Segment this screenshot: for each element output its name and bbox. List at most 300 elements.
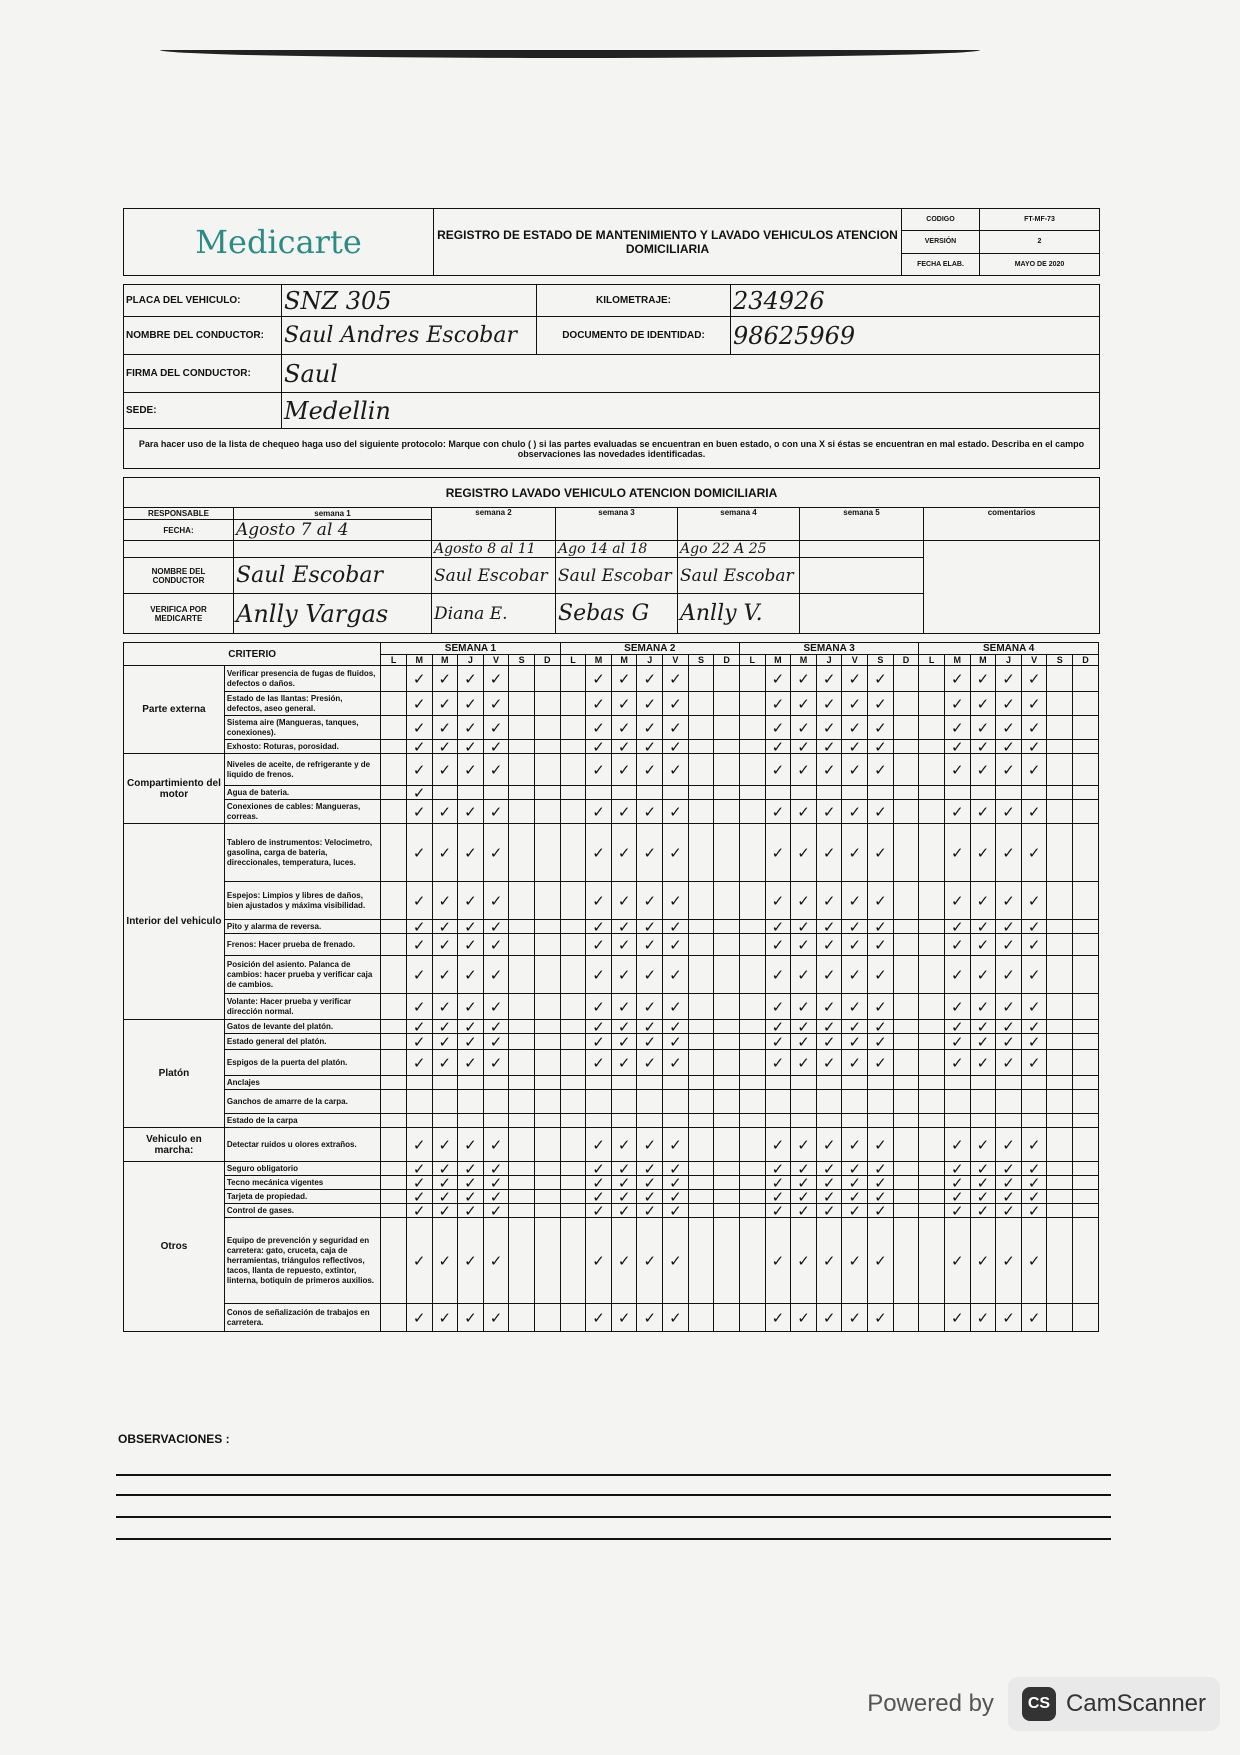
- check-cell[interactable]: [534, 1304, 560, 1332]
- check-cell[interactable]: ✓: [1021, 1162, 1047, 1176]
- check-cell[interactable]: [1073, 1218, 1099, 1304]
- check-cell[interactable]: ✓: [791, 1176, 817, 1190]
- check-cell[interactable]: [1047, 956, 1073, 994]
- check-cell[interactable]: [740, 1020, 766, 1034]
- check-cell[interactable]: [560, 1162, 586, 1176]
- check-cell[interactable]: [919, 1076, 945, 1090]
- check-cell[interactable]: [534, 882, 560, 920]
- check-cell[interactable]: [1073, 994, 1099, 1020]
- check-cell[interactable]: ✓: [663, 1128, 689, 1162]
- check-cell[interactable]: ✓: [816, 882, 842, 920]
- check-cell[interactable]: ✓: [996, 1176, 1022, 1190]
- check-cell[interactable]: ✓: [842, 1190, 868, 1204]
- check-cell[interactable]: [893, 1162, 919, 1176]
- check-cell[interactable]: [688, 1114, 714, 1128]
- check-cell[interactable]: [791, 1090, 817, 1114]
- check-cell[interactable]: ✓: [944, 824, 970, 882]
- check-cell[interactable]: ✓: [970, 716, 996, 740]
- check-cell[interactable]: [534, 920, 560, 934]
- check-cell[interactable]: ✓: [611, 1050, 637, 1076]
- check-cell[interactable]: [534, 1204, 560, 1218]
- check-cell[interactable]: [1047, 882, 1073, 920]
- check-cell[interactable]: [560, 1114, 586, 1128]
- check-cell[interactable]: ✓: [1021, 754, 1047, 786]
- check-cell[interactable]: [740, 1190, 766, 1204]
- check-cell[interactable]: [381, 1128, 407, 1162]
- check-cell[interactable]: ✓: [483, 934, 509, 956]
- check-cell[interactable]: ✓: [1021, 934, 1047, 956]
- check-cell[interactable]: [714, 1218, 740, 1304]
- check-cell[interactable]: ✓: [816, 1034, 842, 1050]
- check-cell[interactable]: ✓: [458, 1190, 484, 1204]
- check-cell[interactable]: ✓: [406, 1162, 432, 1176]
- check-cell[interactable]: [688, 882, 714, 920]
- check-cell[interactable]: [919, 786, 945, 800]
- check-cell[interactable]: ✓: [791, 824, 817, 882]
- check-cell[interactable]: [1047, 716, 1073, 740]
- check-cell[interactable]: [560, 994, 586, 1020]
- check-cell[interactable]: [893, 934, 919, 956]
- check-cell[interactable]: [560, 1190, 586, 1204]
- check-cell[interactable]: [560, 692, 586, 716]
- check-cell[interactable]: [509, 1114, 535, 1128]
- check-cell[interactable]: ✓: [1021, 1218, 1047, 1304]
- check-cell[interactable]: [534, 934, 560, 956]
- check-cell[interactable]: ✓: [406, 1218, 432, 1304]
- check-cell[interactable]: ✓: [458, 1218, 484, 1304]
- check-cell[interactable]: [1073, 754, 1099, 786]
- check-cell[interactable]: [688, 1218, 714, 1304]
- check-cell[interactable]: [534, 716, 560, 740]
- check-cell[interactable]: [740, 956, 766, 994]
- check-cell[interactable]: [740, 1162, 766, 1176]
- check-cell[interactable]: ✓: [791, 740, 817, 754]
- check-cell[interactable]: [458, 1090, 484, 1114]
- check-cell[interactable]: ✓: [791, 754, 817, 786]
- check-cell[interactable]: ✓: [406, 754, 432, 786]
- check-cell[interactable]: ✓: [791, 934, 817, 956]
- check-cell[interactable]: ✓: [483, 1128, 509, 1162]
- check-cell[interactable]: ✓: [816, 824, 842, 882]
- check-cell[interactable]: ✓: [611, 1034, 637, 1050]
- check-cell[interactable]: [919, 882, 945, 920]
- check-cell[interactable]: ✓: [432, 994, 458, 1020]
- check-cell[interactable]: [560, 1176, 586, 1190]
- check-cell[interactable]: ✓: [1021, 1050, 1047, 1076]
- check-cell[interactable]: [1047, 740, 1073, 754]
- check-cell[interactable]: [919, 1128, 945, 1162]
- check-cell[interactable]: [1073, 934, 1099, 956]
- check-cell[interactable]: [1073, 956, 1099, 994]
- check-cell[interactable]: ✓: [586, 1218, 612, 1304]
- check-cell[interactable]: ✓: [996, 800, 1022, 824]
- check-cell[interactable]: ✓: [586, 882, 612, 920]
- check-cell[interactable]: ✓: [586, 740, 612, 754]
- check-cell[interactable]: ✓: [970, 934, 996, 956]
- check-cell[interactable]: ✓: [432, 1020, 458, 1034]
- check-cell[interactable]: ✓: [791, 1304, 817, 1332]
- check-cell[interactable]: ✓: [816, 956, 842, 994]
- check-cell[interactable]: [893, 1076, 919, 1090]
- check-cell[interactable]: [688, 666, 714, 692]
- check-cell[interactable]: ✓: [970, 1304, 996, 1332]
- check-cell[interactable]: ✓: [483, 1020, 509, 1034]
- check-cell[interactable]: [534, 692, 560, 716]
- check-cell[interactable]: [714, 786, 740, 800]
- check-cell[interactable]: ✓: [1021, 824, 1047, 882]
- check-cell[interactable]: ✓: [406, 934, 432, 956]
- check-cell[interactable]: ✓: [406, 800, 432, 824]
- check-cell[interactable]: ✓: [791, 1204, 817, 1218]
- check-cell[interactable]: [509, 716, 535, 740]
- check-cell[interactable]: [509, 1176, 535, 1190]
- check-cell[interactable]: [381, 754, 407, 786]
- check-cell[interactable]: ✓: [791, 1128, 817, 1162]
- check-cell[interactable]: [432, 1090, 458, 1114]
- check-cell[interactable]: ✓: [611, 882, 637, 920]
- check-cell[interactable]: ✓: [842, 716, 868, 740]
- check-cell[interactable]: ✓: [586, 692, 612, 716]
- check-cell[interactable]: ✓: [868, 1218, 894, 1304]
- check-cell[interactable]: [1047, 920, 1073, 934]
- check-cell[interactable]: ✓: [791, 1050, 817, 1076]
- check-cell[interactable]: ✓: [458, 692, 484, 716]
- check-cell[interactable]: ✓: [816, 1020, 842, 1034]
- check-cell[interactable]: ✓: [1021, 956, 1047, 994]
- check-cell[interactable]: ✓: [432, 956, 458, 994]
- check-cell[interactable]: ✓: [406, 1190, 432, 1204]
- check-cell[interactable]: ✓: [1021, 692, 1047, 716]
- check-cell[interactable]: [714, 1304, 740, 1332]
- check-cell[interactable]: ✓: [765, 1176, 791, 1190]
- check-cell[interactable]: [714, 934, 740, 956]
- check-cell[interactable]: ✓: [765, 994, 791, 1020]
- check-cell[interactable]: [714, 692, 740, 716]
- check-cell[interactable]: ✓: [996, 1190, 1022, 1204]
- check-cell[interactable]: ✓: [791, 692, 817, 716]
- check-cell[interactable]: ✓: [483, 920, 509, 934]
- check-cell[interactable]: ✓: [791, 1218, 817, 1304]
- check-cell[interactable]: [970, 1090, 996, 1114]
- check-cell[interactable]: ✓: [816, 1050, 842, 1076]
- check-cell[interactable]: [893, 692, 919, 716]
- check-cell[interactable]: ✓: [663, 824, 689, 882]
- check-cell[interactable]: ✓: [868, 692, 894, 716]
- check-cell[interactable]: [919, 956, 945, 994]
- check-cell[interactable]: [1021, 786, 1047, 800]
- check-cell[interactable]: ✓: [996, 1050, 1022, 1076]
- check-cell[interactable]: [381, 994, 407, 1020]
- check-cell[interactable]: ✓: [765, 934, 791, 956]
- check-cell[interactable]: ✓: [996, 1128, 1022, 1162]
- check-cell[interactable]: ✓: [663, 1218, 689, 1304]
- check-cell[interactable]: ✓: [458, 1034, 484, 1050]
- check-cell[interactable]: ✓: [842, 800, 868, 824]
- check-cell[interactable]: [714, 740, 740, 754]
- check-cell[interactable]: ✓: [432, 1204, 458, 1218]
- check-cell[interactable]: ✓: [1021, 1304, 1047, 1332]
- check-cell[interactable]: [663, 1090, 689, 1114]
- check-cell[interactable]: [791, 1114, 817, 1128]
- check-cell[interactable]: [893, 786, 919, 800]
- check-cell[interactable]: [483, 1114, 509, 1128]
- check-cell[interactable]: [1047, 1114, 1073, 1128]
- check-cell[interactable]: [893, 716, 919, 740]
- check-cell[interactable]: ✓: [1021, 666, 1047, 692]
- check-cell[interactable]: [509, 882, 535, 920]
- check-cell[interactable]: ✓: [432, 1128, 458, 1162]
- check-cell[interactable]: ✓: [970, 1204, 996, 1218]
- check-cell[interactable]: [534, 824, 560, 882]
- check-cell[interactable]: [1047, 1162, 1073, 1176]
- check-cell[interactable]: [688, 824, 714, 882]
- check-cell[interactable]: [919, 1190, 945, 1204]
- check-cell[interactable]: [509, 666, 535, 692]
- check-cell[interactable]: ✓: [970, 666, 996, 692]
- check-cell[interactable]: ✓: [944, 1176, 970, 1190]
- check-cell[interactable]: [406, 1114, 432, 1128]
- check-cell[interactable]: ✓: [868, 956, 894, 994]
- check-cell[interactable]: [816, 786, 842, 800]
- check-cell[interactable]: [740, 1304, 766, 1332]
- check-cell[interactable]: [381, 786, 407, 800]
- check-cell[interactable]: [1073, 1190, 1099, 1204]
- check-cell[interactable]: ✓: [842, 1034, 868, 1050]
- check-cell[interactable]: [893, 1176, 919, 1190]
- check-cell[interactable]: [1073, 1090, 1099, 1114]
- check-cell[interactable]: ✓: [637, 692, 663, 716]
- check-cell[interactable]: [944, 786, 970, 800]
- check-cell[interactable]: ✓: [432, 1304, 458, 1332]
- check-cell[interactable]: [970, 1076, 996, 1090]
- check-cell[interactable]: [919, 994, 945, 1020]
- check-cell[interactable]: [560, 754, 586, 786]
- check-cell[interactable]: [509, 800, 535, 824]
- check-cell[interactable]: [868, 1076, 894, 1090]
- check-cell[interactable]: [611, 1076, 637, 1090]
- check-cell[interactable]: ✓: [483, 754, 509, 786]
- check-cell[interactable]: ✓: [791, 882, 817, 920]
- check-cell[interactable]: ✓: [996, 1034, 1022, 1050]
- check-cell[interactable]: ✓: [842, 1128, 868, 1162]
- check-cell[interactable]: ✓: [406, 920, 432, 934]
- check-cell[interactable]: ✓: [637, 1034, 663, 1050]
- check-cell[interactable]: ✓: [765, 1020, 791, 1034]
- check-cell[interactable]: [688, 1176, 714, 1190]
- check-cell[interactable]: ✓: [663, 692, 689, 716]
- check-cell[interactable]: ✓: [1021, 1128, 1047, 1162]
- check-cell[interactable]: ✓: [663, 740, 689, 754]
- check-cell[interactable]: ✓: [483, 716, 509, 740]
- check-cell[interactable]: ✓: [944, 754, 970, 786]
- check-cell[interactable]: [816, 1090, 842, 1114]
- check-cell[interactable]: ✓: [458, 1050, 484, 1076]
- check-cell[interactable]: ✓: [970, 956, 996, 994]
- check-cell[interactable]: ✓: [611, 716, 637, 740]
- check-cell[interactable]: ✓: [944, 994, 970, 1020]
- check-cell[interactable]: [534, 1034, 560, 1050]
- check-cell[interactable]: ✓: [816, 692, 842, 716]
- check-cell[interactable]: ✓: [1021, 1034, 1047, 1050]
- check-cell[interactable]: [714, 1114, 740, 1128]
- check-cell[interactable]: [381, 934, 407, 956]
- check-cell[interactable]: [381, 1020, 407, 1034]
- check-cell[interactable]: ✓: [791, 1162, 817, 1176]
- check-cell[interactable]: [432, 1114, 458, 1128]
- check-cell[interactable]: [740, 1114, 766, 1128]
- check-cell[interactable]: ✓: [765, 1218, 791, 1304]
- check-cell[interactable]: ✓: [432, 920, 458, 934]
- check-cell[interactable]: ✓: [637, 934, 663, 956]
- check-cell[interactable]: [688, 934, 714, 956]
- check-cell[interactable]: ✓: [458, 740, 484, 754]
- check-cell[interactable]: ✓: [406, 692, 432, 716]
- check-cell[interactable]: ✓: [611, 1176, 637, 1190]
- check-cell[interactable]: ✓: [868, 934, 894, 956]
- check-cell[interactable]: ✓: [816, 1190, 842, 1204]
- check-cell[interactable]: [534, 1218, 560, 1304]
- check-cell[interactable]: ✓: [611, 754, 637, 786]
- check-cell[interactable]: ✓: [637, 1020, 663, 1034]
- check-cell[interactable]: [740, 800, 766, 824]
- check-cell[interactable]: ✓: [765, 1304, 791, 1332]
- check-cell[interactable]: [944, 1114, 970, 1128]
- check-cell[interactable]: ✓: [406, 666, 432, 692]
- check-cell[interactable]: [1073, 1176, 1099, 1190]
- check-cell[interactable]: ✓: [406, 1304, 432, 1332]
- check-cell[interactable]: ✓: [663, 882, 689, 920]
- check-cell[interactable]: ✓: [1021, 1190, 1047, 1204]
- check-cell[interactable]: ✓: [791, 666, 817, 692]
- check-cell[interactable]: [996, 786, 1022, 800]
- check-cell[interactable]: ✓: [944, 1162, 970, 1176]
- check-cell[interactable]: [765, 1076, 791, 1090]
- check-cell[interactable]: [663, 1114, 689, 1128]
- check-cell[interactable]: [970, 786, 996, 800]
- check-cell[interactable]: [534, 1020, 560, 1034]
- check-cell[interactable]: [740, 934, 766, 956]
- check-cell[interactable]: [765, 1114, 791, 1128]
- check-cell[interactable]: ✓: [611, 1128, 637, 1162]
- check-cell[interactable]: [919, 1218, 945, 1304]
- check-cell[interactable]: ✓: [765, 716, 791, 740]
- check-cell[interactable]: ✓: [663, 956, 689, 994]
- check-cell[interactable]: [560, 1128, 586, 1162]
- check-cell[interactable]: ✓: [791, 716, 817, 740]
- check-cell[interactable]: [1047, 1128, 1073, 1162]
- check-cell[interactable]: [893, 1090, 919, 1114]
- check-cell[interactable]: ✓: [406, 716, 432, 740]
- check-cell[interactable]: ✓: [868, 994, 894, 1020]
- check-cell[interactable]: [970, 1114, 996, 1128]
- check-cell[interactable]: [944, 1076, 970, 1090]
- check-cell[interactable]: ✓: [996, 1304, 1022, 1332]
- check-cell[interactable]: [688, 1020, 714, 1034]
- check-cell[interactable]: ✓: [842, 1162, 868, 1176]
- check-cell[interactable]: [483, 1090, 509, 1114]
- check-cell[interactable]: [919, 1090, 945, 1114]
- check-cell[interactable]: ✓: [586, 666, 612, 692]
- check-cell[interactable]: [381, 1114, 407, 1128]
- check-cell[interactable]: [1073, 1204, 1099, 1218]
- check-cell[interactable]: ✓: [663, 1190, 689, 1204]
- check-cell[interactable]: ✓: [483, 740, 509, 754]
- check-cell[interactable]: ✓: [637, 754, 663, 786]
- check-cell[interactable]: [1073, 692, 1099, 716]
- check-cell[interactable]: ✓: [637, 1190, 663, 1204]
- check-cell[interactable]: ✓: [816, 920, 842, 934]
- check-cell[interactable]: ✓: [996, 1204, 1022, 1218]
- check-cell[interactable]: [688, 1190, 714, 1204]
- check-cell[interactable]: [1047, 1176, 1073, 1190]
- check-cell[interactable]: ✓: [432, 1162, 458, 1176]
- check-cell[interactable]: ✓: [944, 1020, 970, 1034]
- check-cell[interactable]: [714, 994, 740, 1020]
- check-cell[interactable]: [509, 740, 535, 754]
- check-cell[interactable]: ✓: [586, 1050, 612, 1076]
- check-cell[interactable]: ✓: [483, 882, 509, 920]
- check-cell[interactable]: ✓: [970, 1162, 996, 1176]
- check-cell[interactable]: [611, 786, 637, 800]
- check-cell[interactable]: ✓: [1021, 920, 1047, 934]
- check-cell[interactable]: [509, 824, 535, 882]
- check-cell[interactable]: [1047, 1304, 1073, 1332]
- check-cell[interactable]: ✓: [663, 1176, 689, 1190]
- check-cell[interactable]: [509, 1218, 535, 1304]
- check-cell[interactable]: ✓: [816, 1218, 842, 1304]
- check-cell[interactable]: ✓: [483, 1162, 509, 1176]
- check-cell[interactable]: ✓: [816, 1176, 842, 1190]
- check-cell[interactable]: [381, 740, 407, 754]
- check-cell[interactable]: [688, 1162, 714, 1176]
- check-cell[interactable]: ✓: [637, 1218, 663, 1304]
- check-cell[interactable]: [1073, 882, 1099, 920]
- check-cell[interactable]: ✓: [432, 882, 458, 920]
- check-cell[interactable]: ✓: [970, 882, 996, 920]
- check-cell[interactable]: [688, 1204, 714, 1218]
- check-cell[interactable]: ✓: [970, 994, 996, 1020]
- check-cell[interactable]: [688, 1128, 714, 1162]
- check-cell[interactable]: [919, 1114, 945, 1128]
- check-cell[interactable]: ✓: [432, 824, 458, 882]
- check-cell[interactable]: [509, 920, 535, 934]
- check-cell[interactable]: [740, 740, 766, 754]
- check-cell[interactable]: ✓: [611, 994, 637, 1020]
- check-cell[interactable]: ✓: [406, 1020, 432, 1034]
- check-cell[interactable]: ✓: [458, 754, 484, 786]
- check-cell[interactable]: ✓: [816, 934, 842, 956]
- check-cell[interactable]: ✓: [868, 1128, 894, 1162]
- check-cell[interactable]: ✓: [663, 800, 689, 824]
- check-cell[interactable]: ✓: [432, 1176, 458, 1190]
- check-cell[interactable]: ✓: [586, 1034, 612, 1050]
- check-cell[interactable]: [1047, 1204, 1073, 1218]
- check-cell[interactable]: [893, 1218, 919, 1304]
- check-cell[interactable]: ✓: [868, 1020, 894, 1034]
- check-cell[interactable]: [688, 994, 714, 1020]
- check-cell[interactable]: [1073, 1050, 1099, 1076]
- check-cell[interactable]: [688, 1076, 714, 1090]
- check-cell[interactable]: [381, 1050, 407, 1076]
- check-cell[interactable]: ✓: [637, 666, 663, 692]
- check-cell[interactable]: ✓: [483, 1204, 509, 1218]
- check-cell[interactable]: ✓: [996, 1020, 1022, 1034]
- check-cell[interactable]: ✓: [432, 1190, 458, 1204]
- check-cell[interactable]: [1047, 692, 1073, 716]
- check-cell[interactable]: ✓: [996, 934, 1022, 956]
- check-cell[interactable]: [534, 1090, 560, 1114]
- check-cell[interactable]: [1021, 1114, 1047, 1128]
